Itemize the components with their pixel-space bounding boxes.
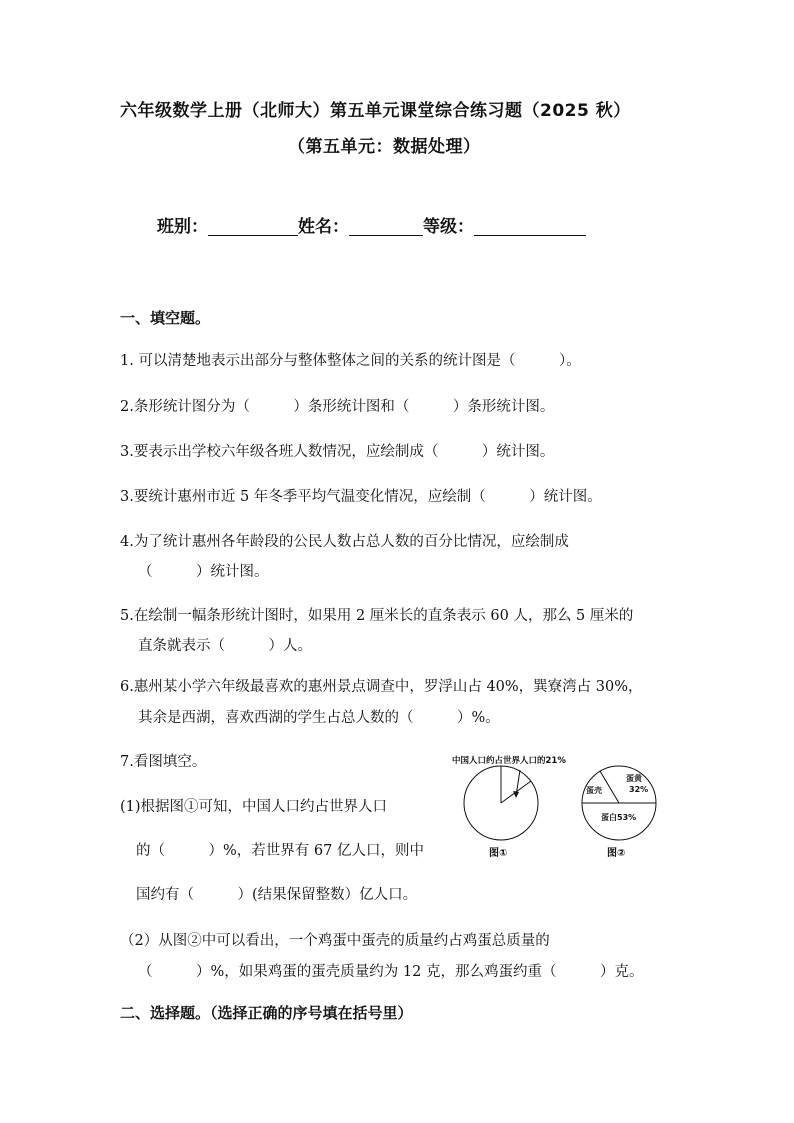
pie-figures [440,748,670,868]
question-7-2-line1: （2）从图②中可以看出，一个鸡蛋中蛋壳的质量约占鸡蛋总质量的 [120,933,550,949]
figure1-pie [464,766,538,840]
name-label: 姓名： [298,217,349,237]
question-6-line2: 其余是西湖，喜欢西湖的学生占总人数的（ ）%。 [138,710,500,726]
name-blank[interactable] [349,217,423,236]
figure2-yolk-percent: 32% [629,785,649,794]
question-7-1-line1: (1)根据图①可知，中国人口约占世界人口 [120,799,388,815]
figure1-label: 图① [489,848,508,859]
figure2-shell-label: 蛋壳 [586,786,602,795]
grade-blank[interactable] [474,217,586,236]
section-fill-blank-title: 一、填空题。 [120,309,211,327]
grade-label: 等级： [423,217,474,237]
page-title: 六年级数学上册（北师大）第五单元课堂综合练习题（2025 秋） [120,101,631,121]
figure2-pie [582,766,656,840]
student-info-line [157,212,586,237]
figure1-caption: 中国人口约占世界人口的21% [452,756,566,766]
question-2: 2.条形统计图分为（ ）条形统计图和（ ）条形统计图。 [120,399,555,415]
page-subtitle: （第五单元：数据处理） [288,137,481,157]
figure2-label: 图② [607,848,626,859]
question-1: 1. 可以清楚地表示出部分与整体整体之间的关系的统计图是（ ）。 [120,353,581,369]
question-7-1-line2: 的（ ）%，若世界有 67 亿人口，则中 [136,843,424,859]
question-4-line1: 4.为了统计惠州各年龄段的公民人数占总人数的百分比情况，应绘制成 [120,534,569,550]
figure2-white-label: 蛋白53% [601,813,637,822]
question-3b: 3.要统计惠州市近 5 年冬季平均气温变化情况，应绘制（ ）统计图。 [120,489,602,505]
question-3a: 3.要表示出学校六年级各班人数情况，应绘制成（ ）统计图。 [120,444,555,460]
question-6-line1: 6.惠州某小学六年级最喜欢的惠州景点调查中，罗浮山占 40%，巽寮湾占 30%， [120,679,643,695]
question-4-line2: （ ）统计图。 [138,564,269,580]
section-choice-title: 二、选择题。（选择正确的序号填在括号里） [120,1004,413,1022]
class-blank[interactable] [208,217,298,236]
question-7-1-line3: 国约有（ ）(结果保留整数）亿人口。 [136,887,418,903]
question-5-line2: 直条就表示（ ）人。 [138,638,312,654]
class-label: 班别： [157,217,208,237]
figure2-yolk-label: 蛋黄 [626,774,642,783]
question-5-line1: 5.在绘制一幅条形统计图时，如果用 2 厘米长的直条表示 60 人，那么 5 厘米的 [120,608,634,624]
question-7-title: 7.看图填空。 [120,754,207,770]
question-7-2-line2: （ ）%，如果鸡蛋的蛋壳质量约为 12 克，那么鸡蛋约重（ ）克。 [138,964,644,980]
